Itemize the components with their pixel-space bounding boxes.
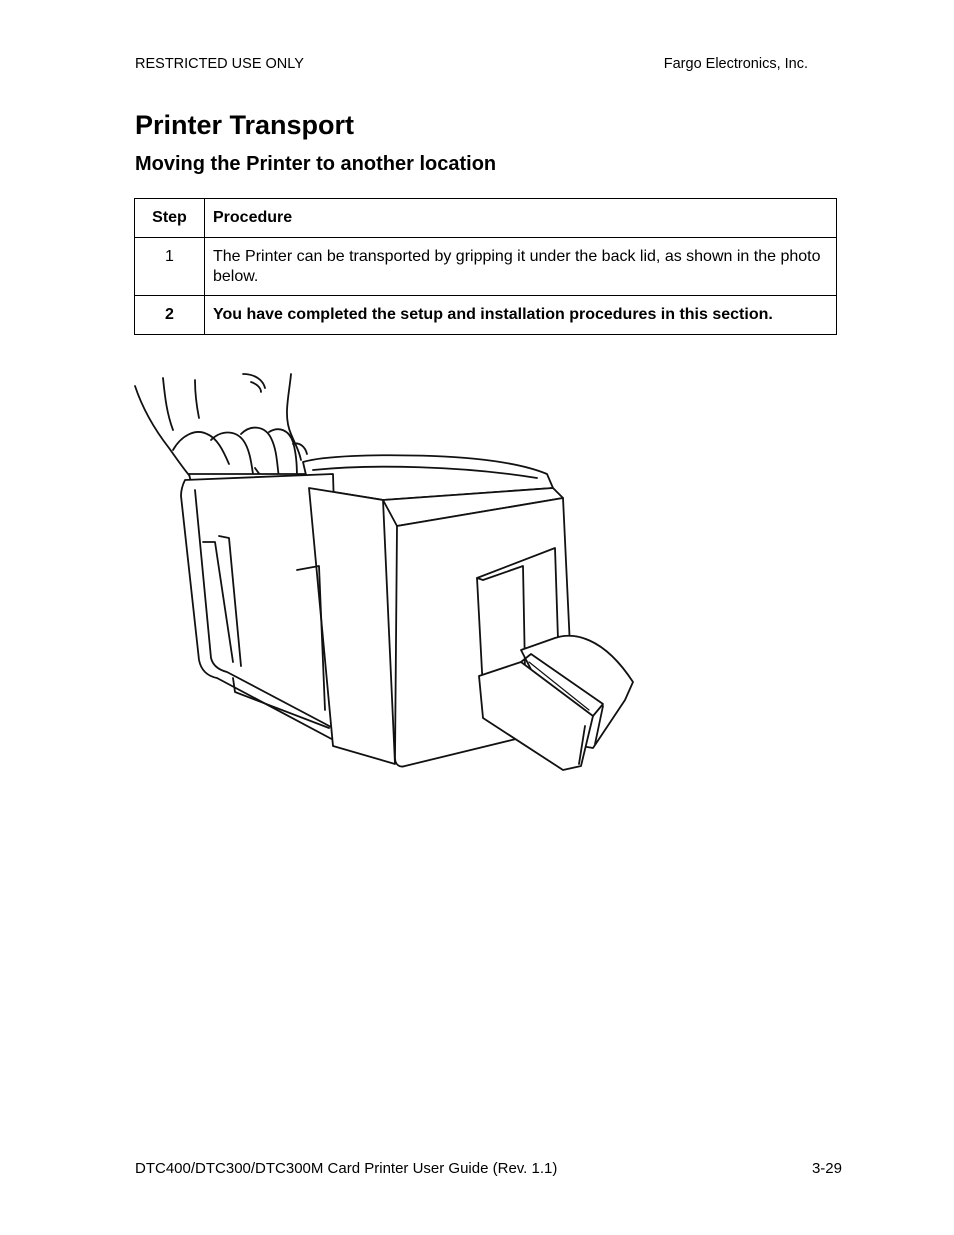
section-subtitle: Moving the Printer to another location xyxy=(135,153,497,175)
header-company: Fargo Electronics, Inc. xyxy=(663,56,808,72)
table-row xyxy=(135,238,837,296)
procedure-table xyxy=(134,198,837,335)
step-number: 1 xyxy=(135,238,205,296)
column-header-procedure: Procedure xyxy=(205,199,837,238)
step-number: 2 xyxy=(135,296,205,335)
procedure-text: The Printer can be transported by gripping it under the back lid, as shown in the photo below. xyxy=(205,238,837,296)
procedure-text: You have completed the setup and installation procedures in this section. xyxy=(205,296,837,335)
column-header-step: Step xyxy=(135,199,205,238)
printer-transport-illustration xyxy=(133,370,643,785)
page-title: Printer Transport xyxy=(135,110,355,140)
table-header-row xyxy=(135,199,837,238)
footer-page-number: 3-29 xyxy=(811,1160,842,1177)
header-restricted: RESTRICTED USE ONLY xyxy=(135,56,304,72)
table-row xyxy=(135,296,837,335)
footer-guide-title: DTC400/DTC300/DTC300M Card Printer User Guide (Rev. 1.1) xyxy=(135,1160,558,1177)
